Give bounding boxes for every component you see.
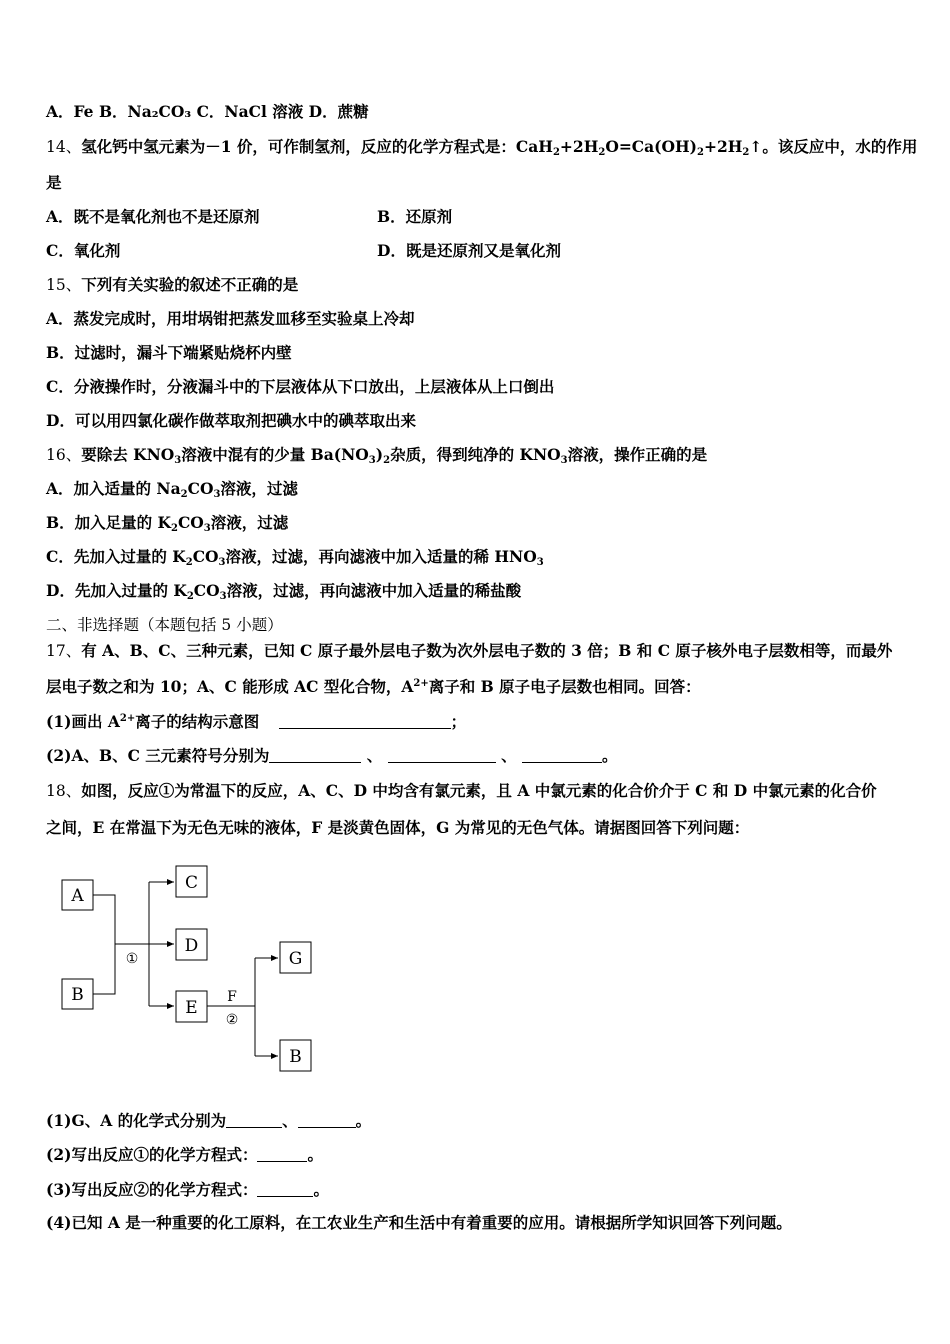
q17-part2: (2)A、B、C 三元素符号分别为 、 、 。	[46, 746, 618, 765]
node-b-label: B	[71, 985, 84, 1005]
connector-lines	[93, 882, 278, 1056]
answer-blank[interactable]	[388, 747, 496, 763]
q16-stem: 16、要除去 $KNO_3$溶液中混有的少量 $Ba(NO_3)_2$杂质，得到纯净的 $KNO_3$溶液，操作正确的是	[46, 445, 708, 466]
q18-stem: 18、如图，反应①为常温下的反应，A、C、D 中均含有氯元素，且 A 中氯元素的化合价介于 C 和 D 中氯元素的化合价	[46, 781, 877, 800]
section-heading: 二、非选择题（本题包括 5 小题）	[46, 616, 283, 634]
answer-blank[interactable]	[522, 747, 602, 763]
q15-stem: 15、下列有关实验的叙述不正确的是	[46, 275, 299, 294]
q18-stem-cont: 之间，E 在常温下为无色无味的液体，F 是淡黄色固体，G 为常见的无色气体。请据图回答下列问题：	[46, 818, 750, 837]
q18-part3: (3)写出反应②的化学方程式： 。	[46, 1180, 329, 1199]
q13-options: A．Fe B．Na₂CO₃ C．NaCl 溶液 D．蔗糖	[46, 102, 369, 121]
reaction-diagram	[55, 862, 325, 1081]
q17-stem: 17、有 A、B、C、三种元素，已知 C 原子最外层电子数为次外层电子数的 3 倍；B 和 C 原子核外电子层数相等，而最外	[46, 641, 893, 660]
q16-option-d: D．先加入过量的 $K_2CO_3$溶液，过滤，再向滤液中加入适量的稀盐酸	[46, 581, 522, 602]
q14-option-b: B．还原剂	[377, 207, 453, 226]
node-boxes	[62, 866, 311, 1071]
q18-part1: (1)G、A 的化学式分别为 、 。	[46, 1111, 372, 1130]
q15-option-c: C．分液操作时，分液漏斗中的下层液体从下口放出，上层液体从上口倒出	[46, 377, 555, 396]
answer-blank[interactable]	[257, 1146, 307, 1162]
node-b2-label: B	[289, 1047, 302, 1067]
answer-blank[interactable]	[257, 1181, 313, 1197]
node-d-label: D	[184, 936, 199, 956]
node-g-label: G	[288, 949, 303, 969]
q18-part4: (4)已知 A 是一种重要的化工原料，在工农业生产和生活中有着重要的应用。请根据所学知识回答下列问题。	[46, 1213, 792, 1232]
q16-option-a: A．加入适量的 $Na_2CO_3$溶液，过滤	[46, 479, 298, 500]
q16-option-c: C．先加入过量的 $K_2CO_3$溶液，过滤，再向滤液中加入适量的稀 $HNO_3$	[46, 547, 544, 568]
q15-option-b: B．过滤时，漏斗下端紧贴烧杯内壁	[46, 343, 292, 362]
q14-option-d: D．既是还原剂又是氧化剂	[377, 241, 561, 260]
reaction-2-label: ②	[225, 1012, 239, 1028]
q14-option-c: C．氧化剂	[46, 241, 121, 260]
q16-option-b: B．加入足量的 $K_2CO_3$溶液，过滤	[46, 513, 289, 534]
reactant-bracket	[93, 895, 115, 994]
node-e-label: E	[185, 998, 198, 1018]
q14-option-a: A．既不是氧化剂也不是还原剂	[46, 207, 260, 226]
answer-blank[interactable]	[298, 1112, 356, 1128]
q14-stem: 14、氢化钙中氢元素为－1 价，可作制氢剂，反应的化学方程式是：$CaH_2+2H_2O=Ca(OH)_2+2H_2↑$。该反应中，水的作用	[46, 137, 918, 158]
q17-stem-cont: 层电子数之和为 10；A、C 能形成 AC 型化合物，$A^{2+}$离子和 B 原子电子层数也相同。回答：	[46, 677, 701, 696]
answer-blank[interactable]	[226, 1112, 282, 1128]
answer-blank[interactable]	[269, 747, 361, 763]
answer-blank[interactable]	[279, 713, 451, 729]
q18-part2: (2)写出反应①的化学方程式： 。	[46, 1145, 323, 1164]
reaction-1-label: ①	[125, 951, 139, 967]
node-a-label: A	[71, 886, 84, 906]
q15-option-a: A．蒸发完成时，用坩埚钳把蒸发皿移至实验桌上冷却	[46, 309, 415, 328]
node-c-label: C	[184, 873, 199, 893]
q17-part1: (1)画出 $A^{2+}$离子的结构示意图 ；	[46, 712, 467, 731]
reagent-f-label: F	[227, 989, 237, 1005]
q14-stem-cont: 是	[46, 173, 62, 192]
q15-option-d: D．可以用四氯化碳作做萃取剂把碘水中的碘萃取出来	[46, 411, 416, 430]
